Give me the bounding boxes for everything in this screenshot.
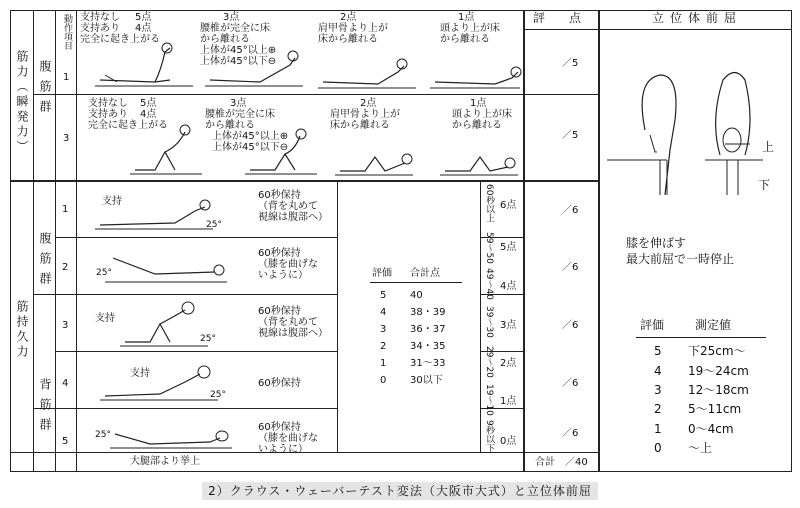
abdominal-label-2: 腹筋群 bbox=[38, 232, 52, 292]
score-box: ／6 bbox=[562, 428, 579, 439]
score-box: ／5 bbox=[562, 58, 579, 69]
crunch-figure-1pt bbox=[440, 135, 520, 177]
time-points: 3点 bbox=[500, 320, 517, 331]
level-label: 肩甲骨より上が bbox=[318, 23, 388, 34]
grid-line bbox=[33, 408, 337, 409]
crunch-figure-2pt bbox=[335, 135, 415, 177]
standing-head: 測定値 bbox=[695, 318, 732, 332]
grid-line bbox=[10, 180, 599, 182]
endurance-figure-5 bbox=[110, 420, 235, 455]
level-points: 1点 bbox=[458, 12, 475, 23]
eval-cell: 30以下 bbox=[410, 375, 443, 386]
hold-desc: いように） bbox=[258, 270, 308, 281]
standing-cell: 2 bbox=[654, 402, 662, 416]
instruction-text: 最大前屈で一時停止 bbox=[626, 252, 735, 266]
level-label: 腰椎が完全に床 bbox=[205, 109, 275, 120]
down-label: 下 bbox=[758, 178, 771, 192]
sit-up-figure-5pt bbox=[95, 40, 195, 90]
endurance-figure-4 bbox=[100, 360, 220, 405]
eval-cell: 36・37 bbox=[410, 324, 446, 335]
time-points: 1点 bbox=[500, 396, 517, 407]
grid-line bbox=[480, 180, 481, 452]
level-points: 4点 bbox=[140, 109, 157, 120]
endurance-figure-2 bbox=[105, 250, 230, 290]
row-group-strength: 筋力（瞬発力） bbox=[15, 50, 29, 155]
hold-desc: 60秒保持 bbox=[258, 306, 301, 317]
eval-head: 評価 bbox=[372, 268, 392, 279]
level-points: 1点 bbox=[470, 98, 487, 109]
hold-desc: （背を丸めて bbox=[258, 317, 318, 328]
standing-cell: 下25cm〜 bbox=[688, 344, 746, 358]
eval-cell: 5 bbox=[380, 290, 387, 301]
crunch-figure-5pt bbox=[130, 122, 205, 177]
level-points: 2点 bbox=[340, 12, 357, 23]
level-label: 腰椎が完全に床 bbox=[200, 23, 270, 34]
time-points: 6点 bbox=[500, 200, 517, 211]
hold-desc: 60秒保持 bbox=[258, 248, 301, 259]
time-label: 39〜30 bbox=[484, 306, 494, 338]
eval-head: 合計点 bbox=[410, 268, 440, 279]
figure-caption bbox=[0, 482, 800, 499]
score-box: ／6 bbox=[562, 320, 579, 331]
sit-up-figure-3pt bbox=[205, 40, 305, 90]
hold-desc: 60秒保持 bbox=[258, 422, 301, 433]
hold-desc: （膝を曲げな bbox=[258, 433, 318, 444]
level-points: 2点 bbox=[360, 98, 377, 109]
level-label: から離れる bbox=[205, 120, 255, 131]
time-label: 29〜20 bbox=[484, 346, 494, 378]
level-label: 上体が45°以下⊖ bbox=[212, 142, 289, 153]
level-label: 床から離れる bbox=[318, 34, 378, 45]
row-number: 4 bbox=[62, 378, 69, 389]
score-box: ／5 bbox=[562, 130, 579, 141]
total-score: 合計 ／40 bbox=[535, 457, 588, 468]
level-label: 完全に起き上がる bbox=[80, 34, 160, 45]
time-label: 9秒以下 bbox=[484, 420, 494, 453]
score-box: ／6 bbox=[562, 205, 579, 216]
hold-desc: 60秒保持 bbox=[258, 190, 301, 201]
items-header: 動作項目 bbox=[62, 14, 72, 50]
level-label: 支持あり bbox=[80, 23, 120, 34]
support-label: 支持 bbox=[95, 313, 115, 324]
standing-cell: 5 bbox=[654, 344, 662, 358]
time-label: 49〜40 bbox=[484, 268, 494, 300]
grid-line bbox=[55, 10, 56, 472]
eval-cell: 0 bbox=[380, 375, 387, 386]
standing-cell: 3 bbox=[654, 383, 662, 397]
time-label: 60秒以上 bbox=[484, 184, 494, 223]
row-number: 2 bbox=[62, 262, 69, 273]
endurance-figure-1 bbox=[95, 193, 215, 233]
score-box: ／6 bbox=[562, 378, 579, 389]
level-label: 上体が45°以上⊕ bbox=[200, 45, 277, 56]
hold-desc: （膝を曲げな bbox=[258, 259, 318, 270]
level-label: 頭より上が床 bbox=[440, 23, 500, 34]
instruction-text: 膝を伸ばす bbox=[626, 236, 687, 250]
crunch-figure-3pt bbox=[245, 122, 320, 177]
time-points: 5点 bbox=[500, 242, 517, 253]
angle-label: 25° bbox=[200, 334, 216, 344]
standing-cell: 12〜18cm bbox=[688, 383, 749, 397]
eval-cell: 3 bbox=[380, 324, 387, 335]
standing-head: 評価 bbox=[640, 318, 665, 332]
standing-cell: 19〜24cm bbox=[688, 364, 749, 378]
eval-cell: 31〜33 bbox=[410, 358, 446, 369]
support-label: 支持 bbox=[130, 368, 150, 379]
angle-label: 25° bbox=[210, 390, 226, 400]
grid-line bbox=[337, 180, 338, 452]
eval-cell: 34・35 bbox=[410, 341, 446, 352]
score-box: ／6 bbox=[562, 262, 579, 273]
hold-desc: 視線は腹部へ） bbox=[258, 328, 328, 339]
support-label: 大腿部より挙上 bbox=[130, 456, 200, 467]
level-label: 支持なし bbox=[88, 98, 128, 109]
time-label: 59〜50 bbox=[484, 232, 494, 264]
row-number: 1 bbox=[63, 72, 70, 83]
standing-cell: 1 bbox=[654, 422, 662, 436]
grid-line bbox=[524, 29, 792, 30]
grid-line bbox=[33, 10, 34, 472]
time-points: 2点 bbox=[500, 358, 517, 369]
grid-line bbox=[55, 351, 337, 352]
level-label: 完全に起き上がる bbox=[88, 120, 168, 131]
level-points: 5点 bbox=[135, 12, 152, 23]
standing-cell: 5〜11cm bbox=[688, 402, 742, 416]
standing-cell: 4 bbox=[654, 364, 662, 378]
eval-cell: 4 bbox=[380, 307, 387, 318]
eval-cell: 1 bbox=[380, 358, 387, 369]
standing-cell: 〜上 bbox=[688, 441, 713, 455]
level-label: 肩甲骨より上が bbox=[330, 109, 400, 120]
hold-desc: 60秒保持 bbox=[258, 378, 301, 389]
row-number: 3 bbox=[63, 133, 70, 144]
standing-cell: 0〜4cm bbox=[688, 422, 734, 436]
level-points: 4点 bbox=[135, 23, 152, 34]
standing-header: 立位体前屈 bbox=[652, 11, 743, 25]
eval-cell: 38・39 bbox=[410, 307, 446, 318]
standing-divider bbox=[636, 337, 766, 338]
time-points: 0点 bbox=[500, 436, 517, 447]
level-label: から離れる bbox=[440, 34, 490, 45]
abdominal-label-1: 腹筋群 bbox=[38, 60, 52, 120]
angle-label: 25° bbox=[96, 268, 112, 278]
level-label: から離れる bbox=[200, 34, 250, 45]
row-number: 1 bbox=[62, 204, 69, 215]
level-points: 3点 bbox=[230, 98, 247, 109]
level-label: 床から離れる bbox=[330, 120, 390, 131]
sit-up-figure-1pt bbox=[430, 50, 530, 90]
grid-line bbox=[76, 10, 77, 472]
time-label: 19〜10 bbox=[484, 384, 494, 416]
grid-line bbox=[55, 237, 337, 238]
level-label: 上体が45°以下⊖ bbox=[200, 56, 277, 67]
caption-text: 2）クラウス・ウェーバーテスト変法（大阪市大式）と立位体前屈 bbox=[202, 482, 598, 500]
sit-up-figure-2pt bbox=[318, 50, 418, 90]
hold-desc: 視線は腹部へ） bbox=[258, 212, 328, 223]
level-label: 支持なし bbox=[80, 12, 120, 23]
level-points: 3点 bbox=[223, 12, 240, 23]
row-number: 3 bbox=[62, 320, 69, 331]
angle-label: 25° bbox=[95, 430, 111, 440]
up-label: 上 bbox=[762, 140, 775, 154]
angle-label: 25° bbox=[206, 220, 222, 230]
time-points: 4点 bbox=[500, 281, 517, 292]
hold-desc: いように） bbox=[258, 444, 308, 455]
row-number: 5 bbox=[62, 436, 69, 447]
back-label: 背筋群 bbox=[38, 378, 52, 438]
grid-line bbox=[33, 94, 598, 95]
eval-cell: 40 bbox=[410, 290, 423, 301]
standing-cell: 0 bbox=[654, 441, 662, 455]
row-group-endurance: 筋持久力 bbox=[15, 300, 29, 360]
eval-divider bbox=[370, 282, 462, 283]
level-points: 5点 bbox=[140, 98, 157, 109]
eval-cell: 2 bbox=[380, 341, 387, 352]
endurance-figure-3 bbox=[120, 298, 210, 348]
level-label: 上体が45°以上⊕ bbox=[212, 131, 289, 142]
support-label: 支持 bbox=[102, 196, 122, 207]
grid-line bbox=[33, 294, 337, 295]
hold-desc: （背を丸めて bbox=[258, 201, 318, 212]
score-header: 評 点 bbox=[533, 11, 588, 25]
level-label: 支持あり bbox=[88, 109, 128, 120]
level-label: 頭より上が床 bbox=[452, 109, 512, 120]
grid-line bbox=[598, 10, 600, 472]
level-label: から離れる bbox=[452, 120, 502, 131]
